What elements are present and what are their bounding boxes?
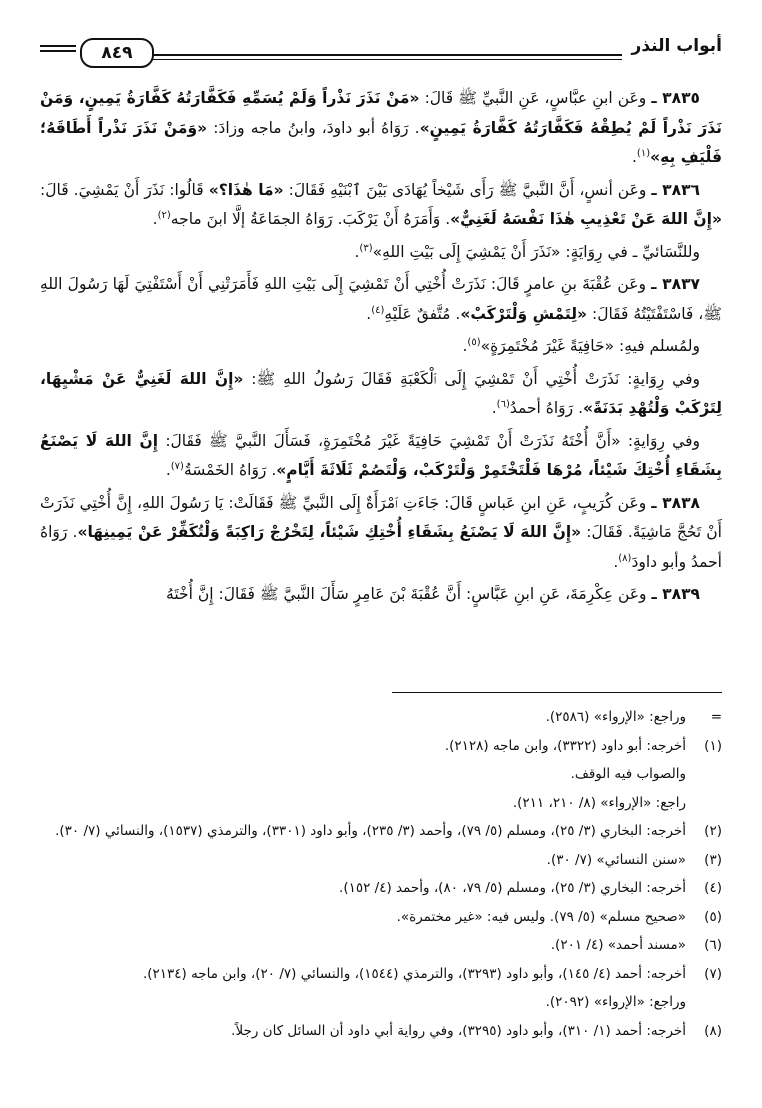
text: . [631, 148, 637, 166]
hadith-3838 [40, 489, 722, 578]
hadith-3836 [40, 176, 722, 235]
prophetic-saying: «مَا هٰذَا؟» [208, 180, 284, 199]
text: . رَوَاهُ أبو داودَ، وابنُ ماجه وزادَ: [207, 118, 420, 137]
prophetic-saying: «وَمَنْ نَذَرَ نَذْراً أَطَاقَهُ؛ فَلْيَفِ بِهِ» [40, 118, 722, 166]
footnote-ref: (٤) [371, 304, 385, 316]
footnote-line: أخرجه: أبو داود (٣٣٢٢)، وابن ماجه (٢١٢٨). [444, 737, 686, 754]
footnote-line: «سنن النسائي» (٧/ ٣٠). [546, 851, 686, 868]
footnote-ref: (٥) [467, 336, 481, 348]
prophetic-saying: «إِنَّ اللهَ لَا يَصْنَعُ بِشَقَاءِ أُخْتِكِ شَيْئاً، لِتَخْرُجْ رَاكِبَةً وَلْتُكَفِّرْ عَنْ يَمِينِهَا» [77, 523, 582, 541]
text: . [354, 242, 360, 261]
hadith-number: ٣٨٣٥ ـ [651, 89, 700, 107]
text: . [491, 399, 497, 417]
text: وللنَّسَائيِّ ـ في رِوَايَةٍ: «نَذَرَ أَنْ يَمْشِيَ إِلَى بَيْتِ اللهِ» [372, 242, 700, 261]
footnote-line: أخرجه: أحمد (٤/ ١٤٥)، وأبو داود (٣٢٩٣)، والترمذي (١٥٤٤)، والنسائي (٧/ ٢٠)، وابن ماجه (٢١٣٤). [142, 965, 686, 982]
footnote-line: أخرجه: أحمد (١/ ٣١٠)، وأبو داود (٣٢٩٥)، وفي رواية أبي داود أن السائل كان رجلاً. [231, 1022, 686, 1039]
footnote-ref: (٨) [618, 552, 632, 564]
text: . رَوَاهُ الخَمْسَةُ [183, 461, 277, 479]
footnote-ref: (٢) [157, 209, 171, 221]
nasai-narration [40, 238, 722, 268]
prophetic-saying: إِنَّ اللهَ لَا يَصْنَعُ بِشَقَاءِ أُخْتِكَ شَيْئاً، مُرْهَا فَلْتَخْتَمِرْ وَلْتَرْكَبْ، وَلْتَصُمْ ثَلَاثَةَ أَيَّامٍ» [40, 431, 722, 479]
header-rule-thin [152, 59, 622, 60]
prophetic-saying: «إِنَّ اللهَ عَنْ تَعْذِيبِ هٰذَا نَفْسَهُ لَغَنِيٌّ» [450, 210, 722, 228]
footnote-1 [40, 732, 722, 818]
page-header [40, 34, 722, 70]
footnote-mark: (٦) [704, 937, 722, 953]
prophetic-saying: «لِتَمْشِ وَلْتَرْكَبْ» [460, 304, 588, 323]
text: . رَوَاهُ أحمدُ [509, 399, 584, 417]
hadith-number: ٣٨٣٧ ـ [651, 275, 700, 293]
running-title: أبواب النذر [631, 36, 722, 56]
footnotes [40, 703, 722, 1045]
text: وعَن ابنِ عبَّاسٍ، عَنِ النَّبيِّ ﷺ قَالَ: [419, 89, 652, 107]
khamsa-narration [40, 427, 722, 486]
text: وعَن عُقْبَةَ بنِ عامرٍ قَالَ: نَذَرَتْ أُخْتِي أَنْ تَمْشِيَ إِلَى بَيْتِ اللهِ فَأَمَرَتْنِي أَنْ أَسْتَفْتِيَ لَهَا رَسُولَ اللهِ ﷺ، فَاسْتَفْتَيْتُهُ فَقَالَ: [40, 275, 722, 323]
hadith-number: ٣٨٣٦ ـ [651, 180, 700, 199]
text: وفي رِوَايةٍ: نَذَرَتْ أُخْتِي أَنْ تَمْشِيَ إِلَى ٱلْكَعْبَةِ فَقَالَ رَسُولُ اللهِ ﷺ: [243, 369, 700, 388]
text: . [613, 552, 619, 571]
footnote-line: وراجع: «الإرواء» (٢٠٩٢). [545, 994, 686, 1010]
text: . رَوَاهُ أحمدُ وأبو داودَ [40, 523, 722, 571]
text: وفي رِوَايةٍ: «أَنَّ أُخْتَهُ نَذَرَتْ أَنْ تَمْشِيَ حَافِيَةً غَيْرَ مُخْتَمِرَةٍ، فَسَأَلَ النَّبيَّ ﷺ فَقَالَ: [158, 431, 700, 450]
footnote-mark: (٢) [704, 823, 722, 839]
page-number: ٨٤٩ [80, 38, 154, 68]
hadith-3837 [40, 270, 722, 329]
footnote-ref: (٧) [170, 460, 184, 472]
text: ولمُسلم فيهِ: «حَافِيَةً غَيْرَ مُخْتَمِرَةٍ» [480, 337, 700, 355]
footnote-5 [40, 903, 722, 932]
footnote-mark: (٨) [704, 1022, 722, 1039]
footnote-7 [40, 960, 722, 1017]
footnote-continuation [40, 703, 722, 732]
footnote-8 [40, 1017, 722, 1046]
footnote-ref: (١) [636, 147, 651, 159]
muslim-narration [40, 332, 722, 362]
footnote-divider [392, 692, 722, 693]
hadith-number: ٣٨٣٨ ـ [651, 493, 700, 512]
prophetic-saying: «إِنَّ اللهَ لَغَنِيٌّ عَنْ مَشْيِهَا، لِتَرْكَبْ وَلْتُهْدِ بَدَنَةً» [40, 369, 722, 417]
prophetic-saying: «مَنْ نَذَرَ نَذْراً وَلَمْ يُسَمِّهِ فَكَفَّارَتُهُ كَفَّارَةُ يَمِينٍ، وَمَنْ نَذَرَ نَذْراً لَمْ يُطِقْهُ فَكَفَّارَتُهُ كَفَّارَةُ يَمِينٍ» [40, 89, 722, 137]
header-rule [152, 54, 622, 56]
footnote-mark: (٥) [704, 908, 722, 925]
footnote-mark: (٤) [704, 880, 722, 896]
footnote-mark: (٧) [704, 965, 722, 982]
hadith-number: ٣٨٣٩ ـ [651, 585, 700, 603]
header-dash-ornament [40, 45, 76, 55]
footnote-mark: (١) [704, 737, 722, 754]
ahmad-narration [40, 365, 722, 424]
footnote-line: أخرجه: البخاري (٣/ ٢٥)، ومسلم (٥/ ٧٩، ٨٠)، وأحمد (٤/ ١٥٢). [339, 880, 686, 896]
text: . وَأَمَرَهُ أَنْ يَرْكَبَ. رَوَاهُ الجمَاعَةُ إلَّا ابنَ ماجه [170, 210, 451, 228]
text: . مُتَّفقٌ عَلَيْهِ [384, 304, 461, 323]
text: قَالُوا: نَذَرَ أَنْ يَمْشِيَ. قَالَ: [40, 180, 209, 199]
footnote-ref: (٣) [359, 242, 373, 254]
text: وعَن كُرَيبٍ، عَنِ ابنِ عَباسٍ قَالَ: جَاءَتِ ٱمْرَأَةٌ إِلَى النَّبيِّ ﷺ فَقَالَتْ: يَا رَسُولَ اللهِ، إِنَّ أُخْتِي نَذَرَتْ أَنْ تَحُجَّ مَاشِيَةً. فَقَالَ: [40, 493, 722, 541]
hadith-text [40, 84, 722, 613]
text: . [366, 304, 372, 323]
footnote-mark: (٣) [704, 851, 722, 868]
footnote-3 [40, 846, 722, 875]
footnote-line: «مسند أحمد» (٤/ ٢٠١). [550, 937, 686, 953]
hadith-3835 [40, 84, 722, 173]
footnote-2 [40, 817, 722, 846]
footnote-ref: (٦) [496, 398, 510, 410]
text: . [165, 461, 171, 479]
text: وعَن عِكْرِمَةَ، عَنِ ابنِ عَبَّاسٍ: أَنَّ عُقْبَةَ بْنَ عَامِرٍ سَأَلَ النَّبيَّ ﷺ فَقَالَ: إِنَّ أُخْتَهُ [166, 585, 652, 603]
footnote-line: راجع: «الإرواء» (٨/ ٢١٠، ٢١١). [512, 794, 686, 811]
footnote-line: «صحيح مسلم» (٥/ ٧٩). وليس فيه: «غير مختمرة». [396, 908, 686, 925]
footnote-line: والصواب فيه الوقف. [570, 766, 686, 782]
footnote-mark: = [710, 709, 722, 725]
footnote-line: أخرجه: البخاري (٣/ ٢٥)، ومسلم (٥/ ٧٩)، وأحمد (٣/ ٢٣٥)، وأبو داود (٣٣٠١)، والترمذي (١٥٣٧)، والنسائي (٧/ ٣٠). [55, 823, 686, 839]
footnote-6 [40, 931, 722, 960]
footnote-line: وراجع: «الإرواء» (٢٥٨٦). [545, 709, 686, 725]
text: وعَن أنسٍ، أَنَّ النَّبيَّ ﷺ رَأَى شَيْخاً يُهَادَى بَيْنَ ٱبْنَيْهِ فَقَالَ: [283, 180, 652, 199]
text: . [152, 210, 158, 228]
hadith-3839 [40, 580, 722, 610]
text: . [462, 337, 468, 355]
footnote-4 [40, 874, 722, 903]
